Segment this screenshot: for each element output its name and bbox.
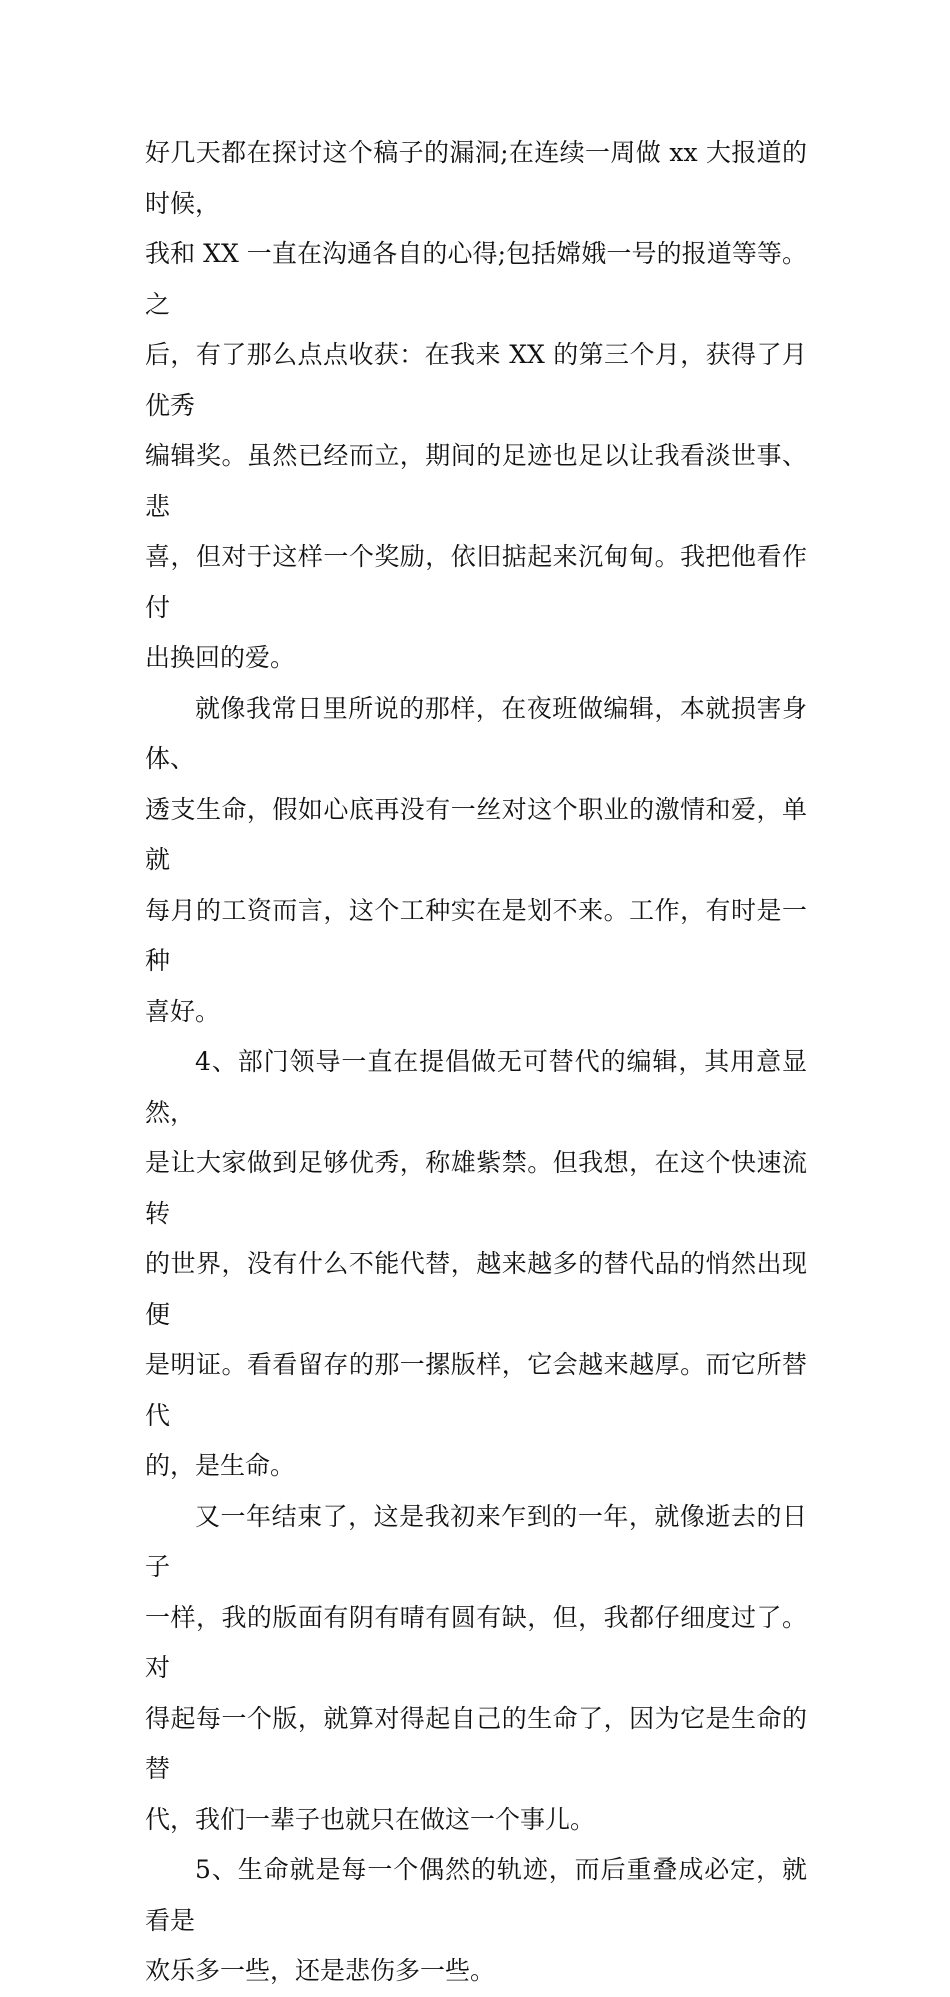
paragraph-3: [145, 1037, 807, 1492]
paragraph-2: [145, 684, 807, 1038]
text-line: 是明证。看看留存的那一摞版样，它会越来越厚。而它所替代: [145, 1350, 807, 1430]
text-line: 4、部门领导一直在提倡做无可替代的编辑，其用意显然，: [145, 1047, 807, 1127]
text-line: 透支生命，假如心底再没有一丝对这个职业的激情和爱，单就: [145, 794, 807, 874]
text-line: 是让大家做到足够优秀，称雄紫禁。但我想，在这个快速流转: [145, 1148, 807, 1228]
paragraph-4: [145, 1492, 807, 1846]
text-line: 欢乐多一些，还是悲伤多一些。: [145, 1956, 496, 1985]
paragraph-1: [145, 128, 807, 684]
text-line: 出换回的爱。: [145, 643, 296, 672]
text-line: 编辑奖。虽然已经而立，期间的足迹也足以让我看淡世事、悲: [145, 441, 807, 521]
text-line: 就像我常日里所说的那样，在夜班做编辑，本就损害身体、: [145, 693, 807, 773]
paragraph-5: [145, 1845, 807, 1997]
text-line: 的，是生命。: [145, 1451, 296, 1480]
text-line: 我和 XX 一直在沟通各自的心得;包括嫦娥一号的报道等等。之: [145, 239, 807, 319]
text-line: 每月的工资而言，这个工种实在是划不来。工作，有时是一种: [145, 895, 807, 975]
text-line: 得起每一个版，就算对得起自己的生命了，因为它是生命的替: [145, 1703, 807, 1783]
text-line: 代，我们一辈子也就只在做这一个事儿。: [145, 1804, 596, 1834]
text-line: 又一年结束了，这是我初来乍到的一年，就像逝去的日子: [145, 1501, 807, 1581]
document-body: [145, 128, 807, 1997]
text-line: 5、生命就是每一个偶然的轨迹，而后重叠成必定，就看是: [145, 1855, 807, 1935]
text-line: 好几天都在探讨这个稿子的漏洞;在连续一周做 xx 大报道的时候，: [145, 138, 807, 218]
text-line: 喜好。: [145, 996, 221, 1026]
text-line: 喜，但对于这样一个奖励，依旧掂起来沉甸甸。我把他看作付: [145, 542, 807, 622]
text-line: 一样，我的版面有阴有晴有圆有缺，但，我都仔细度过了。对: [145, 1602, 807, 1682]
text-line: 后，有了那么点点收获：在我来 XX 的第三个月，获得了月优秀: [145, 340, 807, 420]
text-line: 的世界，没有什么不能代替，越来越多的替代品的悄然出现便: [145, 1249, 807, 1329]
